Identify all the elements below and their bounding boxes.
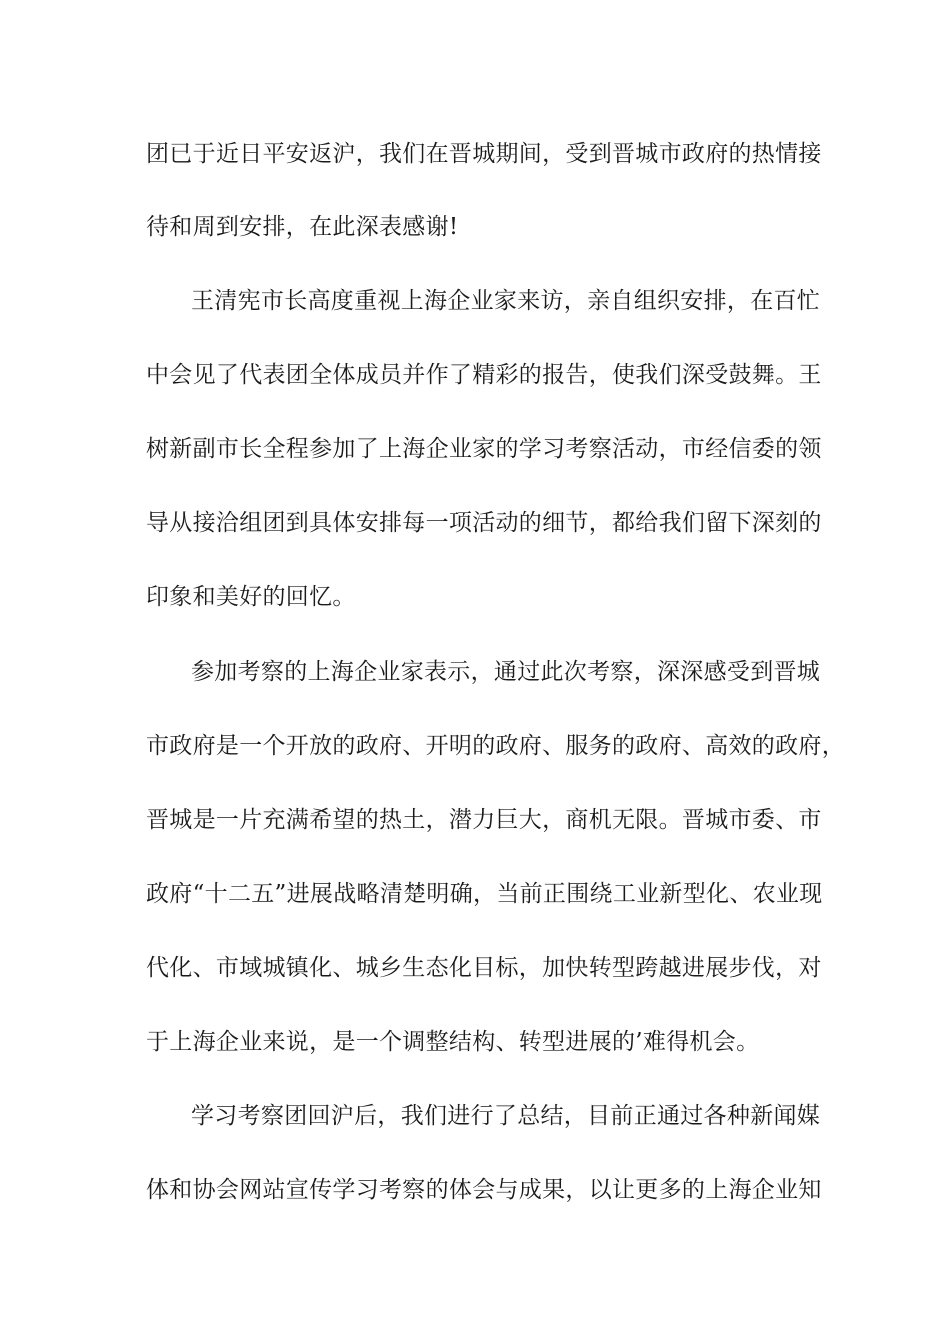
text-line: 市政府是一个开放的政府、开明的政府、服务的政府、高效的政府， [146, 733, 845, 759]
text-line: 待和周到安排，在此深表感谢! [146, 214, 459, 240]
text-line: 晋城是一片充满希望的热土，潜力巨大，商机无限。晋城市委、市 [146, 807, 822, 833]
text-line: 体和协会网站宣传学习考察的体会与成果，以让更多的上海企业知 [146, 1177, 822, 1203]
text-line: 导从接洽组团到具体安排每一项活动的细节，都给我们留下深刻的 [146, 510, 822, 536]
paragraph-first-line: 王清宪市长高度重视上海企业家来访，亲自组织安排，在百忙 [191, 288, 821, 314]
paragraph-first-line: 学习考察团回沪后，我们进行了总结，目前正通过各种新闻媒 [191, 1103, 821, 1129]
text-line: 中会见了代表团全体成员并作了精彩的报告，使我们深受鼓舞。王 [146, 362, 822, 388]
text-line: 政府“十二五”进展战略清楚明确，当前正围绕工业新型化、农业现 [146, 881, 823, 907]
text-line: 印象和美好的回忆。 [146, 584, 356, 610]
paragraph-first-line: 参加考察的上海企业家表示，通过此次考察，深深感受到晋城 [191, 659, 821, 685]
text-line: 树新副市长全程参加了上海企业家的学习考察活动，市经信委的领 [146, 436, 822, 462]
text-line: 团已于近日平安返沪，我们在晋城期间，受到晋城市政府的热情接 [146, 141, 822, 167]
text-line: 于上海企业来说，是一个调整结构、转型进展的’难得机会。 [146, 1029, 760, 1055]
text-line: 代化、市域城镇化、城乡生态化目标，加快转型跨越进展步伐，对 [146, 955, 822, 981]
